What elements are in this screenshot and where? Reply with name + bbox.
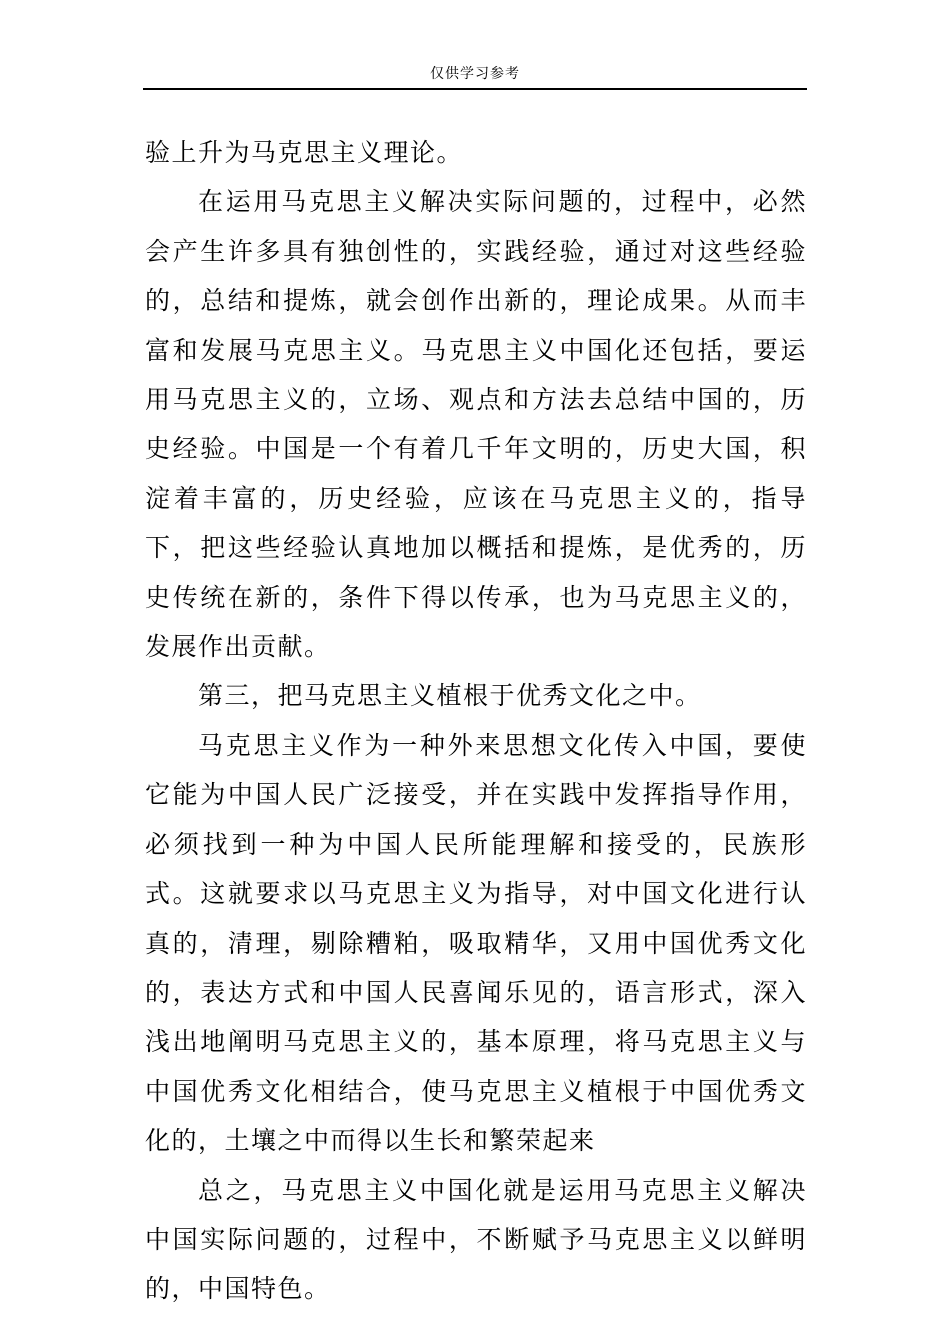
- paragraph-5: 总之，马克思主义中国化就是运用马克思主义解决中国实际问题的，过程中，不断赋予马克思主义以鲜明的，中国特色。: [145, 1175, 807, 1304]
- document-body: [145, 128, 807, 1314]
- paragraph-1: 验上升为马克思主义理论。: [145, 138, 464, 167]
- paragraph-4: 马克思主义作为一种外来思想文化传入中国，要使它能为中国人民广泛接受，并在实践中发挥指导作用，必须找到一种为中国人民所能理解和接受的，民族形式。这就要求以马克思主义为指导，对中国文化进行认真的，清理，剔除糟粕，吸取精华，又用中国优秀文化的，表达方式和中国人民喜闻乐见的，语言形式，深入浅出地阐明马克思主义的，基本原理，将马克思主义与中国优秀文化相结合，使马克思主义植根于中国优秀文化的，土壤之中而得以生长和繁荣起来: [145, 730, 807, 1156]
- page-header: [143, 62, 807, 90]
- paragraph-3: 第三，把马克思主义植根于优秀文化之中。: [198, 681, 702, 711]
- paragraph-2: 在运用马克思主义解决实际问题的，过程中，必然会产生许多具有独创性的，实践经验，通过对这些经验的，总结和提炼，就会创作出新的，理论成果。从而丰富和发展马克思主义。马克思主义中国化还包括，要运用马克思主义的，立场、观点和方法去总结中国的，历史经验。中国是一个有着几千年文明的，历史大国，积淀着丰富的，历史经验，应该在马克思主义的，指导下，把这些经验认真地加以概括和提炼，是优秀的，历史传统在新的，条件下得以传承，也为马克思主义的，发展作出贡献。: [145, 187, 807, 662]
- header-text: 仅供学习参考: [430, 66, 520, 82]
